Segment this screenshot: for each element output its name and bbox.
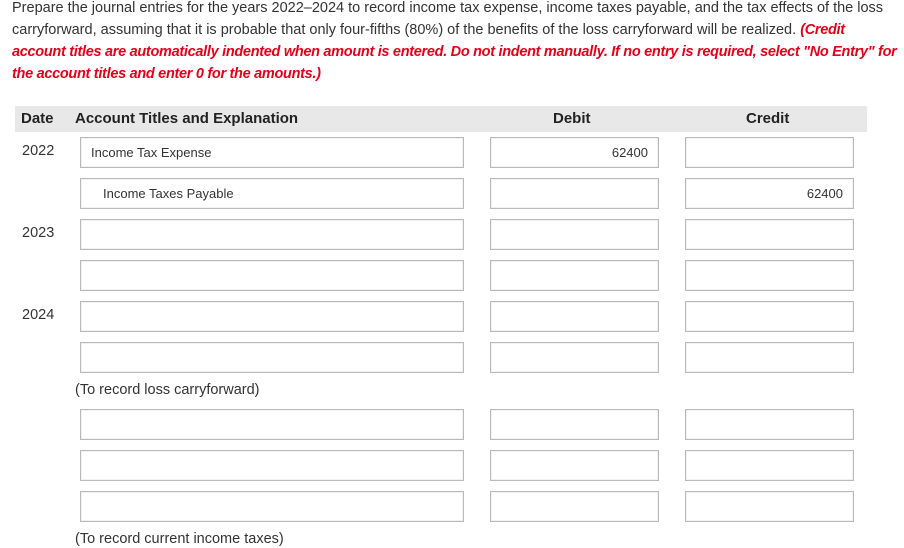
- debit-input[interactable]: [490, 450, 659, 481]
- header-account: Account Titles and Explanation: [75, 110, 299, 127]
- account-title-input[interactable]: [80, 301, 464, 332]
- debit-input[interactable]: [490, 491, 659, 522]
- instructions-main: Prepare the journal entries for the years 2022–2024 to record income tax expense, income taxes payable, and the tax effects of the loss carryforward, assuming that it is probable that only four-fifths (80%) of the benefits of the loss carryforward will be realized.: [12, 0, 884, 38]
- account-title-input[interactable]: [80, 450, 464, 481]
- header-debit: Debit: [553, 110, 591, 127]
- credit-input[interactable]: [685, 450, 854, 481]
- account-title-input[interactable]: Income Taxes Payable: [80, 178, 464, 209]
- debit-input[interactable]: [490, 301, 659, 332]
- table-header: [15, 106, 867, 132]
- credit-input[interactable]: [685, 409, 854, 440]
- credit-input[interactable]: [685, 260, 854, 291]
- account-title-input[interactable]: Income Tax Expense: [80, 137, 464, 168]
- instructions-note: (Credit account titles are automatically indented when amount is entered. Do not indent manually. If no entry is required, select "No Entry" for the account titles and enter 0 for the amounts.): [12, 22, 897, 82]
- credit-input[interactable]: [685, 137, 854, 168]
- debit-input[interactable]: [490, 219, 659, 250]
- debit-input[interactable]: 62400: [490, 137, 659, 168]
- explanation-loss-carryforward: (To record loss carryforward): [75, 382, 260, 398]
- credit-input[interactable]: 62400: [685, 178, 854, 209]
- account-title-input[interactable]: [80, 409, 464, 440]
- account-title-input[interactable]: [80, 342, 464, 373]
- header-credit: Credit: [746, 110, 790, 127]
- debit-input[interactable]: [490, 342, 659, 373]
- credit-input[interactable]: [685, 219, 854, 250]
- debit-input[interactable]: [490, 260, 659, 291]
- year-label: 2024: [22, 307, 55, 323]
- credit-input[interactable]: [685, 301, 854, 332]
- account-title-input[interactable]: [80, 260, 464, 291]
- account-title-input[interactable]: [80, 219, 464, 250]
- debit-input[interactable]: [490, 409, 659, 440]
- account-title-input[interactable]: [80, 491, 464, 522]
- year-label: 2023: [22, 225, 55, 241]
- header-date: Date: [21, 110, 54, 127]
- debit-input[interactable]: [490, 178, 659, 209]
- credit-input[interactable]: [685, 342, 854, 373]
- instructions: [12, 0, 900, 85]
- explanation-current-income-taxes: (To record current income taxes): [75, 531, 284, 547]
- year-label: 2022: [22, 143, 55, 159]
- credit-input[interactable]: [685, 491, 854, 522]
